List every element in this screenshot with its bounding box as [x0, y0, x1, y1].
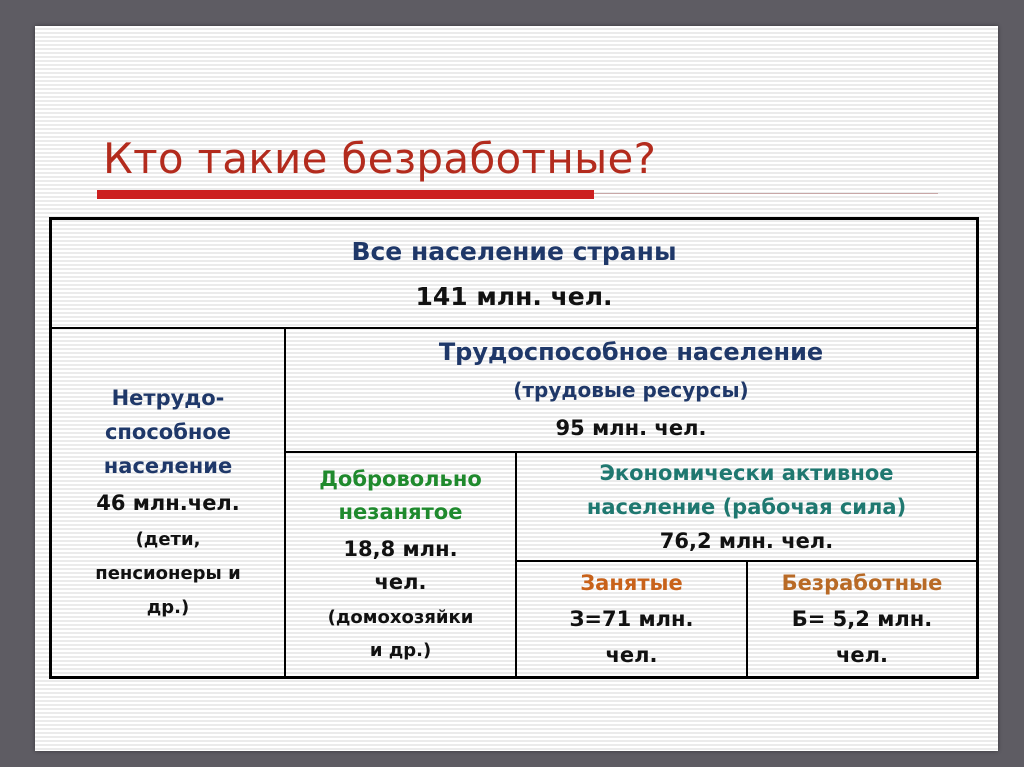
- working-age-cell: [286, 329, 976, 451]
- voluntary-unemployed-value1: 18,8 млн.: [343, 536, 458, 561]
- economically-active-line2: население (рабочая сила): [586, 494, 907, 519]
- employed-cell: [517, 562, 746, 676]
- voluntary-unemployed-note1: (домохозяйки: [327, 606, 474, 628]
- non-working-age-note2: пенсионеры и: [95, 562, 241, 584]
- working-age-heading: Трудоспособное население: [438, 338, 824, 366]
- unemployed-heading: Безработные: [781, 571, 943, 595]
- non-working-age-note3: др.): [146, 596, 190, 618]
- voluntary-unemployed-cell: [286, 453, 515, 676]
- unemployed-value2: чел.: [835, 643, 889, 667]
- working-age-sub: (трудовые ресурсы): [513, 378, 749, 402]
- total-population-cell: [52, 220, 976, 327]
- non-working-age-line3: население: [103, 453, 233, 478]
- non-working-age-line2: способное: [104, 419, 232, 444]
- total-population-heading: Все население страны: [351, 236, 677, 266]
- non-working-age-cell: [52, 329, 284, 676]
- unemployed-value1: Б= 5,2 млн.: [791, 607, 933, 631]
- economically-active-line1: Экономически активное: [599, 460, 894, 485]
- slide-title: Кто такие безработные?: [103, 134, 657, 183]
- non-working-age-line1: Нетрудо-: [111, 385, 225, 410]
- working-age-value: 95 млн. чел.: [555, 416, 707, 440]
- voluntary-unemployed-line1: Добровольно: [319, 466, 482, 491]
- economically-active-value: 76,2 млн. чел.: [659, 528, 834, 553]
- voluntary-unemployed-note2: и др.): [369, 639, 432, 661]
- economically-active-cell: [517, 453, 976, 560]
- non-working-age-value: 46 млн.чел.: [96, 490, 240, 515]
- population-table: [49, 217, 979, 679]
- unemployed-cell: [748, 562, 976, 676]
- voluntary-unemployed-line2: незанятое: [338, 499, 463, 524]
- employed-heading: Занятые: [580, 571, 683, 595]
- voluntary-unemployed-value2: чел.: [374, 569, 427, 594]
- employed-value1: З=71 млн.: [569, 607, 694, 631]
- employed-value2: чел.: [605, 643, 658, 667]
- title-underline-thin: [594, 193, 938, 194]
- table-border-bottom: [49, 676, 979, 679]
- slide: [35, 26, 998, 751]
- title-underline-thick: [97, 190, 594, 199]
- total-population-value: 141 млн. чел.: [415, 281, 613, 311]
- table-border-right: [976, 217, 979, 679]
- non-working-age-note1: (дети,: [135, 528, 201, 550]
